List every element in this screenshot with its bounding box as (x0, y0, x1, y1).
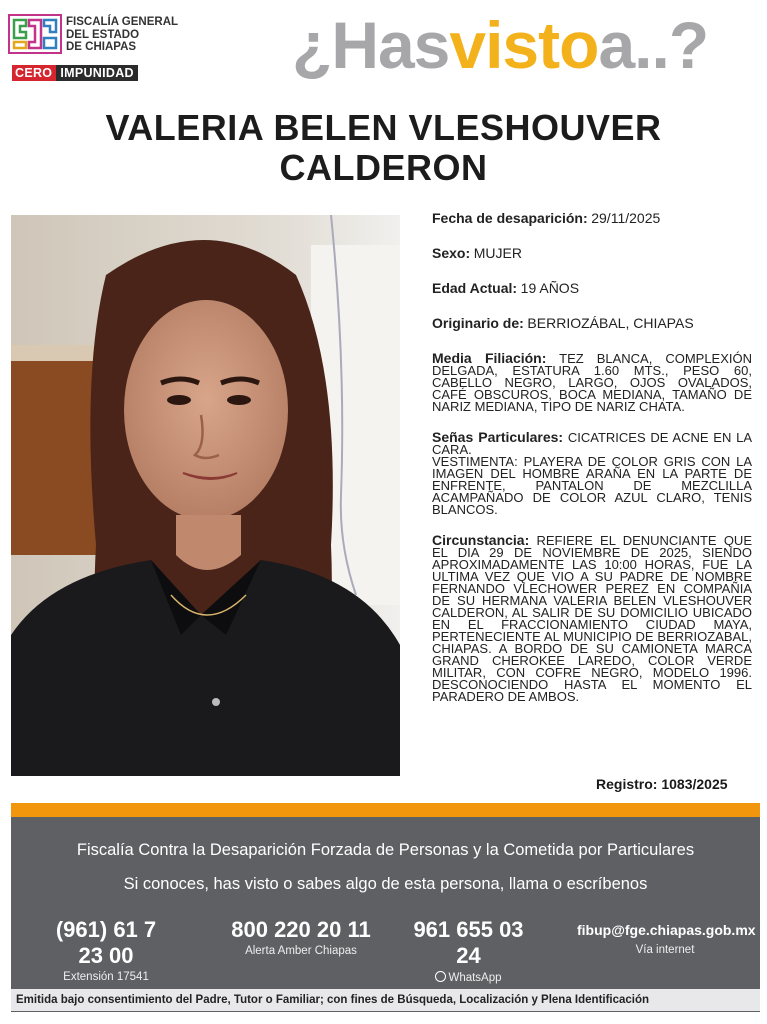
whatsapp-sub (406, 971, 531, 984)
cero-label: CERO (12, 65, 56, 81)
person-details (432, 212, 752, 703)
detail-filiacion (432, 352, 752, 413)
detail-circunstancia (432, 534, 752, 703)
detail-value: 29/11/2025 (591, 210, 661, 226)
detail-fecha (432, 212, 752, 225)
person-name (30, 108, 737, 188)
footer (11, 817, 760, 1012)
hasvisto-logo (290, 2, 760, 82)
detail-label: Originario de: (432, 315, 524, 331)
detail-sexo (432, 247, 752, 260)
phone-number[interactable]: (961) 61 7 23 00 (55, 917, 157, 968)
contact-phone[interactable] (41, 917, 171, 983)
accent-bar (11, 803, 760, 817)
detail-origen (432, 317, 752, 330)
contact-whatsapp[interactable] (406, 917, 531, 984)
detail-senas (432, 431, 752, 456)
contact-amber[interactable] (231, 917, 371, 957)
hasvisto-suffix: a..? (598, 8, 709, 82)
org-name (66, 16, 206, 54)
hasvisto-prefix: ¿Has (292, 8, 450, 82)
registro-number: Registro: 1083/2025 (596, 776, 728, 792)
detail-label: Circunstancia: (432, 532, 530, 548)
email-label: Vía internet (635, 944, 695, 956)
phone-extension: Extensión 17541 (63, 971, 149, 983)
detail-value: VESTIMENTA: PLAYERA DE COLOR GRIS CON LA IMAGEN DEL HOMBRE ARAÑA EN LA PARTE DE ENFRENTE, PANTALON DE MEZCLILLA ACAMPAÑADO DE COLOR AZUL CLARO, TENIS BLANCOS. (432, 454, 752, 517)
org-name-line: DE CHIAPAS (66, 41, 137, 53)
hasvisto-eye: o (559, 8, 599, 82)
missing-person-photo (11, 215, 400, 776)
whatsapp-label: WhatsApp (448, 972, 502, 984)
detail-vestimenta (432, 456, 752, 516)
detail-value: REFIERE EL DENUNCIANTE QUE EL DIA 29 DE NOVIEMBRE DE 2025, SIENDO APROXIMADAMENTE LAS 10:00 HORAS, FUE LA ULTIMA VEZ QUE VIO A SU PADRE DE NOMBRE FERNANDO VLECHOWER PEREZ EN COMPAÑIA DE SU HERMANA VALERIA BELEN VLESHOUVER CALDERON, AL SALIR DE SU DOMICILIO UBICADO EN EL FRACCIONAMIENTO CIUDAD MAYA, PERTENECIENTE AL MUNICIPIO DE BERRIOZABAL, CHIAPAS. A BORDO DE SU CAMIONETA MARCA GRAND CHEROKEE LAREDO, COLOR VERDE MILITAR, CON COFRE NEGRO, MODELO 1996. DESCONOCIENDO HASTA EL MOMENTO EL PARADERO DE AMBOS. (432, 533, 752, 704)
amber-number[interactable]: 800 220 20 11 (231, 917, 371, 942)
whatsapp-number[interactable]: 961 655 03 24 (413, 917, 524, 968)
detail-label: Señas Particulares: (432, 429, 564, 445)
org-name-line: DEL ESTADO (66, 28, 140, 41)
org-name-line: FISCALÍA GENERAL (66, 16, 179, 28)
svg-text:¿Hasvistoa..? (292, 8, 708, 82)
detail-label: Media Filiación: (432, 350, 547, 366)
person-name-line2: CALDERON (279, 147, 488, 188)
hasvisto-mid: vist (449, 8, 560, 82)
fiscalia-logo-icon (8, 14, 62, 54)
cero-impunidad-badge (12, 65, 138, 81)
consent-note: Emitida bajo consentimiento del Padre, Tutor o Familiar; con fines de Búsqueda, Localización y Plena Identificación (11, 989, 760, 1011)
detail-edad (432, 282, 752, 295)
detail-label: Sexo: (432, 245, 471, 261)
detail-value: BERRIOZÁBAL, CHIAPAS (527, 315, 694, 331)
detail-value: CICATRICES DE ACNE EN LA CARA. (432, 430, 752, 457)
detail-value: MUJER (473, 245, 522, 261)
amber-label: Alerta Amber Chiapas (245, 945, 357, 957)
whatsapp-icon (435, 971, 446, 982)
detail-value: 19 AÑOS (520, 280, 580, 296)
person-name-line1: VALERIA BELEN VLESHOUVER (105, 107, 662, 148)
detail-label: Edad Actual: (432, 280, 518, 296)
detail-label: Fecha de desaparición: (432, 210, 588, 226)
call-to-action: Si conoces, has visto o sabes algo de esta persona, llama o escríbenos (123, 875, 648, 893)
email-address[interactable]: fibup@fge.chiapas.gob.mx (577, 922, 756, 938)
detail-value: TEZ BLANCA, COMPLEXIÓN DELGADA, ESTATURA 1.60 MTS., PESO 60, CABELLO NEGRO, LARGO, OJOS OVALADOS, CAFÉ OBSCUROS, BOCA MEDIANA, TAMAÑO DE NARIZ MEDIANA, TIPO DE NARIZ CHATA. (432, 351, 752, 414)
contact-email[interactable] (577, 917, 756, 956)
agency-name: Fiscalía Contra la Desaparición Forzada de Personas y la Cometida por Particulares (76, 841, 695, 859)
header (0, 0, 767, 95)
impunidad-label: IMPUNIDAD (56, 65, 138, 81)
